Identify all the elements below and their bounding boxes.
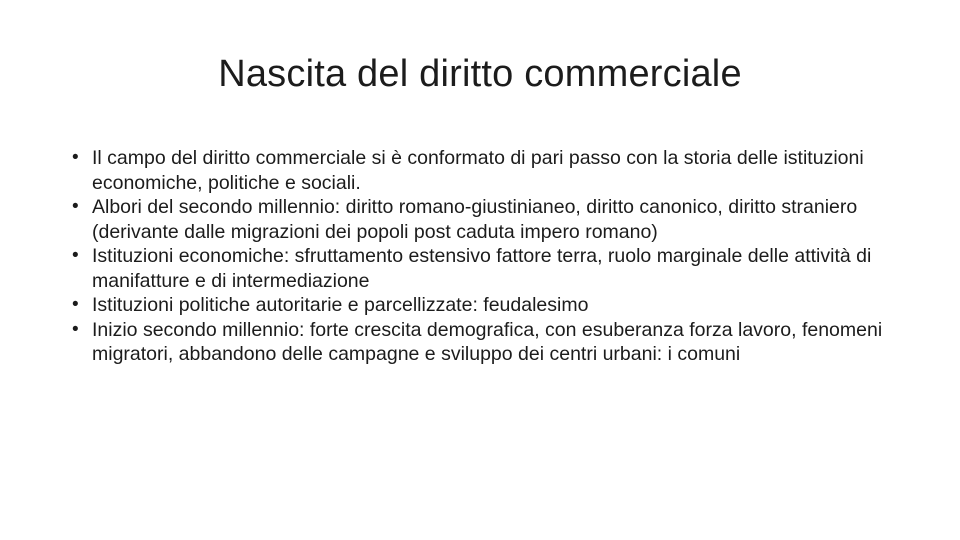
bullet-item	[72, 293, 892, 318]
bullet-list	[72, 146, 892, 367]
bullet-item	[72, 244, 892, 293]
bullet-dot-icon: •	[72, 245, 79, 266]
bullet-item	[72, 146, 892, 195]
bullet-dot-icon: •	[72, 294, 79, 315]
bullet-item	[72, 318, 892, 367]
bullet-dot-icon: •	[72, 318, 79, 340]
bullet-dot-icon: •	[72, 147, 79, 168]
bullet-text: Istituzioni politiche autoritarie e parcellizzate: feudalesimo	[92, 294, 589, 316]
bullet-text: Istituzioni economiche: sfruttamento estensivo fattore terra, ruolo marginale delle attività di manifatture e di intermediazione	[92, 245, 872, 292]
bullet-item	[72, 195, 892, 244]
slide-title: Nascita del diritto commerciale	[218, 53, 742, 95]
bullet-text: Albori del secondo millennio: diritto romano-giustinianeo, diritto canonico, diritto straniero (derivante dalle migrazioni dei popoli post caduta impero romano)	[92, 196, 858, 243]
bullet-text: Il campo del diritto commerciale si è conformato di pari passo con la storia delle istituzioni economiche, politiche e sociali.	[92, 147, 864, 194]
bullet-dot-icon: •	[72, 196, 79, 217]
bullet-text: Inizio secondo millennio: forte crescita demografica, con esuberanza forza lavoro, fenomeni migratori, abbandono delle campagne e sviluppo dei centri urbani: i comuni	[92, 318, 883, 365]
